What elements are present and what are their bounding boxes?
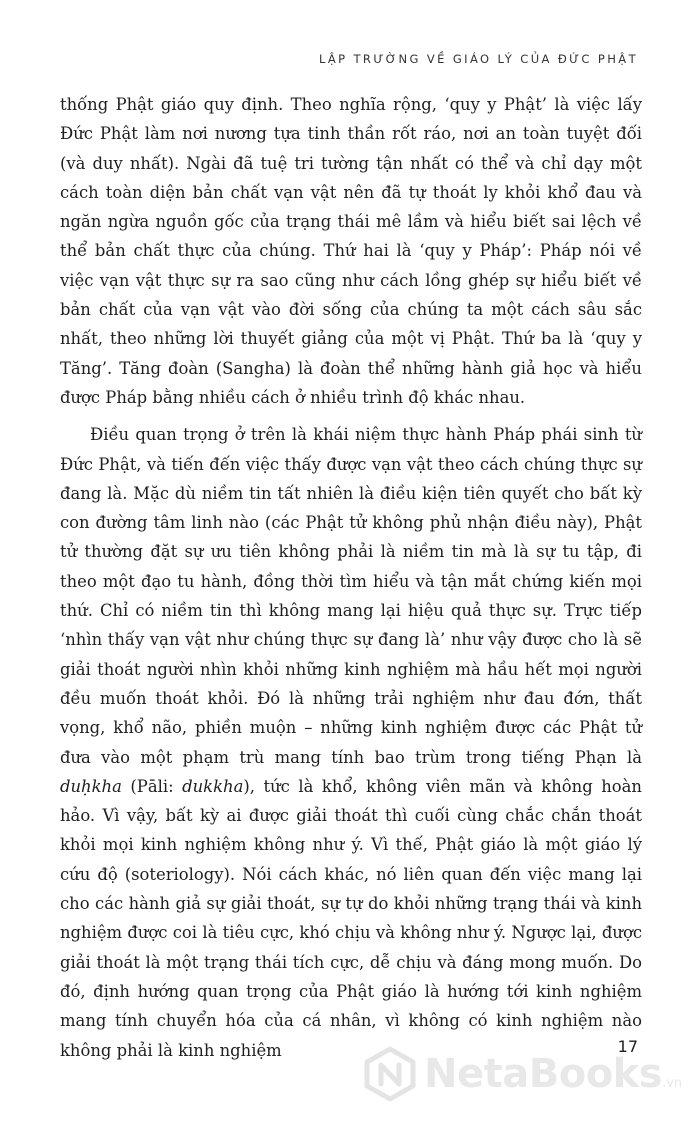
watermark-text: [424, 1051, 682, 1097]
paragraph-1: [60, 90, 642, 412]
running-head: LẬP TRƯỜNG VỀ GIÁO LÝ CỦA ĐỨC PHẬT: [319, 52, 638, 66]
watermark: [362, 1046, 682, 1102]
paragraph-1-text: thống Phật giáo quy định. Theo nghĩa rộng, ‘quy y Phật’ là việc lấy Đức Phật làm nơi nương tựa tinh thần rốt ráo, nơi an toàn tuyệt đối (và duy nhất). Ngài đã tuệ tri tường tận nhất có thể và chỉ dạy một cách toàn diện bản chất vạn vật nên đã tự thoát ly khỏi khổ đau và ngăn ngừa nguồn gốc của trạng thái mê lầm và hiểu biết sai lệch về thể bản chất thực của chúng. Thứ hai là ‘quy y Pháp’: Pháp nói về việc vạn vật thực sự ra sao cũng như cách lồng ghép sự hiểu biết về bản chất của vạn vật vào đời sống của chúng ta một cách sâu sắc nhất, theo những lời thuyết giảng của một vị Phật. Thứ ba là ‘quy y Tăng’. Tăng đoàn (Sangha) là đoàn thể những hành giả học và hiểu được Pháp bằng nhiều cách ở nhiều trình độ khác nhau.: [60, 95, 642, 407]
term-dukkha: dukkha: [182, 776, 244, 796]
watermark-suffix: .vn: [662, 1076, 683, 1091]
paragraph-2: [60, 420, 642, 1065]
paragraph-2-text-a: Điều quan trọng ở trên là khái niệm thực hành Pháp phái sinh từ Đức Phật, và tiến đến việc thấy được vạn vật theo cách chúng thực sự đang là. Mặc dù niềm tin tất nhiên là điều kiện tiên quyết cho bất kỳ con đường tâm linh nào (các Phật tử không phủ nhận điều này), Phật tử thường đặt sự ưu tiên không phải là niềm tin mà là sự tu tập, đi theo một đạo tu hành, đồng thời tìm hiểu và tận mắt chứng kiến mọi thứ. Chỉ có niềm tin thì không mang lại hiệu quả thực sự. Trực tiếp ‘nhìn thấy vạn vật như chúng thực sự đang là’ như vậy được cho là sẽ giải thoát người nhìn khỏi những kinh nghiệm mà hầu hết mọi người đều muốn thoát khỏi. Đó là những trải nghiệm như đau đớn, thất vọng, khổ não, phiền muộn – những kinh nghiệm được các Phật tử đưa vào một phạm trù mang tính bao trùm trong tiếng Phạn là: [60, 425, 642, 767]
body-text: [60, 90, 642, 1065]
netabooks-logo-icon: [362, 1046, 418, 1102]
paragraph-2-text-b: (Pāli:: [121, 776, 183, 796]
paragraph-2-text-c: ), tức là khổ, không viên mãn và không hoàn hảo. Vì vậy, bất kỳ ai được giải thoát thì cuối cùng chắc chắn thoát khỏi mọi kinh nghiệm không như ý. Vì thế, Phật giáo là một giáo lý cứu độ (soteriology). Nói cách khác, nó liên quan đến việc mang lại cho các hành giả sự giải thoát, sự tự do khỏi những trạng thái và kinh nghiệm được coi là tiêu cực, khó chịu và không như ý. Ngược lại, được giải thoát là một trạng thái tích cực, dễ chịu và đáng mong muốn. Do đó, định hướng quan trọng của Phật giáo là hướng tới kinh nghiệm mang tính chuyển hóa của cá nhân, vì không có kinh nghiệm nào không phải là kinh nghiệm: [60, 776, 642, 1060]
term-duhkha: duḥkha: [60, 776, 122, 796]
page-number: 17: [617, 1037, 638, 1056]
watermark-brand: NetaBooks: [424, 1051, 663, 1097]
